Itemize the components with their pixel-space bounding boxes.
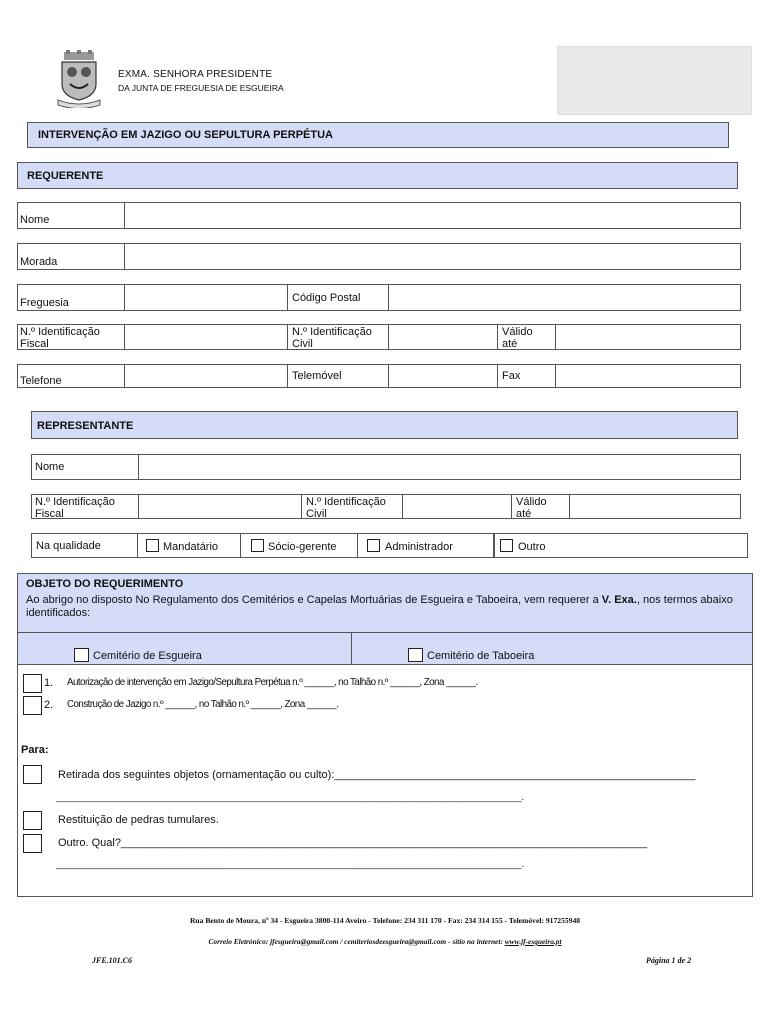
- qualidade-label: Na qualidade: [36, 540, 101, 552]
- rep-nic-input[interactable]: [402, 494, 512, 519]
- representante-qualidade-row: [31, 533, 747, 558]
- requerente-freguesia-row: [17, 284, 740, 311]
- telefone-input[interactable]: [124, 364, 288, 388]
- cemiterios-row: [18, 633, 752, 665]
- qualidade-administrador-cell: [357, 533, 494, 558]
- codigo-postal-label: Código Postal: [292, 292, 361, 304]
- rep-valido-label: Válido até: [516, 496, 547, 520]
- outro-checkbox[interactable]: [500, 539, 513, 552]
- nome-input[interactable]: [124, 202, 741, 229]
- nif-input[interactable]: [124, 324, 288, 350]
- restituicao-checkbox[interactable]: [23, 811, 42, 830]
- item1-number: 1.: [44, 677, 54, 689]
- objeto-header: [18, 574, 752, 632]
- mandatario-checkbox[interactable]: [146, 539, 159, 552]
- telefone-label: Telefone: [20, 375, 62, 387]
- rep-nif-input[interactable]: [138, 494, 302, 519]
- item1-text: Autorização de intervenção em Jazigo/Sepultura Perpétua n.º ______, no Talhão n.º ______, Zona ______.: [67, 677, 478, 688]
- cemiterio-taboeira-checkbox[interactable]: [408, 648, 423, 662]
- objeto-section: [17, 573, 753, 897]
- codigo-postal-input[interactable]: [388, 284, 741, 311]
- representante-title: REPRESENTANTE: [37, 420, 134, 432]
- qualidade-mandatario-cell: [137, 533, 252, 558]
- objeto-intro-c: , nos termos abaixo identificados:: [26, 594, 733, 619]
- freguesia-input[interactable]: [124, 284, 288, 311]
- header-line1: EXMA. SENHORA PRESIDENTE: [118, 69, 273, 80]
- representante-id-row: [31, 494, 740, 519]
- footer-site-link[interactable]: www.jf-esgueira.pt: [504, 937, 562, 946]
- cemiterios-sep: [351, 633, 352, 664]
- morada-label: Morada: [20, 256, 58, 268]
- footer-code: JFE.101.C6: [92, 956, 133, 965]
- freguesia-label: Freguesia: [20, 297, 69, 309]
- requerente-header: [17, 162, 738, 189]
- rep-nome-input[interactable]: [138, 454, 741, 480]
- valido-input[interactable]: [555, 324, 741, 350]
- item1-checkbox[interactable]: [23, 674, 42, 693]
- administrador-label: Administrador: [385, 541, 453, 553]
- outro-label: Outro: [518, 541, 546, 553]
- junta-crest: [56, 50, 102, 108]
- retirada-text: Retirada dos seguintes objetos (ornamentação ou culto):___________________________________________________________: [58, 769, 696, 781]
- representante-nome-row: [31, 454, 740, 480]
- fax-input[interactable]: [555, 364, 741, 388]
- representante-header: [31, 411, 738, 439]
- nic-input[interactable]: [388, 324, 498, 350]
- para-label: Para:: [21, 744, 49, 756]
- mandatario-label: Mandatário: [163, 541, 219, 553]
- valido-label: Válido até: [502, 326, 533, 350]
- stamp-area: [557, 46, 752, 115]
- footer-email: Correio Eletrónico: jfesgueira@gmail.com / cemiteriosdeesgueira@gmail.com - sítio na internet:: [208, 937, 505, 946]
- objeto-title: OBJETO DO REQUERIMENTO: [26, 578, 184, 590]
- outro-objeto-text: Outro. Qual?______________________________________________________________________________________: [58, 837, 648, 849]
- requerente-id-row: [17, 324, 740, 350]
- socio-gerente-label: Sócio-gerente: [268, 541, 337, 553]
- footer-page: Página 1 de 2: [646, 956, 692, 965]
- form-title: INTERVENÇÃO EM JAZIGO OU SEPULTURA PERPÉTUA: [38, 129, 333, 141]
- item2-text: Construção de Jazigo n.º ______, no Talhão n.º ______, Zona ______.: [67, 699, 339, 710]
- morada-input[interactable]: [124, 243, 741, 270]
- cemiterio-esgueira-label: Cemitério de Esgueira: [93, 650, 202, 662]
- rep-nome-label: Nome: [35, 461, 65, 473]
- requerente-contact-row: [17, 364, 740, 388]
- form-title-bar: [27, 122, 729, 148]
- qualidade-outro-cell: [494, 533, 748, 558]
- objeto-intro-bold: V. Exa.: [601, 594, 637, 606]
- requerente-nome-row: [17, 202, 740, 229]
- cemiterio-taboeira-label: Cemitério de Taboeira: [427, 650, 535, 662]
- nome-label: Nome: [20, 214, 50, 226]
- outro-objeto-text-cont: _____________________________________________________________________________________________.: [56, 859, 524, 869]
- footer-address: Rua Bento de Moura, nº 34 - Esgueira 3800-114 Aveiro - Telefone: 234 311 170 - Fax: 234 314 155 - Telemóvel: 917255948: [189, 916, 581, 925]
- retirada-checkbox[interactable]: [23, 765, 42, 784]
- objeto-intro-a: Ao abrigo no disposto No Regulamento dos Cemitérios e Capelas Mortuárias de Esgueira e Taboeira, vem requerer a: [26, 594, 602, 606]
- administrador-checkbox[interactable]: [367, 539, 380, 552]
- rep-nif-label: N.º Identificação Fiscal: [35, 496, 115, 520]
- footer-contacts: [0, 937, 770, 946]
- telemovel-label: Telemóvel: [292, 370, 342, 382]
- telemovel-input[interactable]: [388, 364, 498, 388]
- nic-label: N.º Identificação Civil: [292, 326, 372, 350]
- nif-label: N.º Identificação Fiscal: [20, 326, 100, 350]
- retirada-text-cont: _____________________________________________________________________________________________.: [56, 792, 524, 802]
- header-line2: DA JUNTA DE FREGUESIA DE ESGUEIRA: [118, 83, 284, 93]
- requerente-title: REQUERENTE: [27, 170, 104, 182]
- cemiterio-esgueira-checkbox[interactable]: [74, 648, 89, 662]
- requerente-morada-row: [17, 243, 740, 270]
- rep-nic-label: N.º Identificação Civil: [306, 496, 386, 520]
- socio-gerente-checkbox[interactable]: [251, 539, 264, 552]
- objeto-intro: [26, 594, 746, 620]
- item2-number: 2.: [44, 699, 54, 711]
- rep-valido-input[interactable]: [569, 494, 741, 519]
- outro-objeto-checkbox[interactable]: [23, 834, 42, 853]
- fax-label: Fax: [502, 370, 521, 382]
- qualidade-socio-cell: [240, 533, 360, 558]
- restituicao-text: Restituição de pedras tumulares.: [58, 814, 219, 826]
- item2-checkbox[interactable]: [23, 696, 42, 715]
